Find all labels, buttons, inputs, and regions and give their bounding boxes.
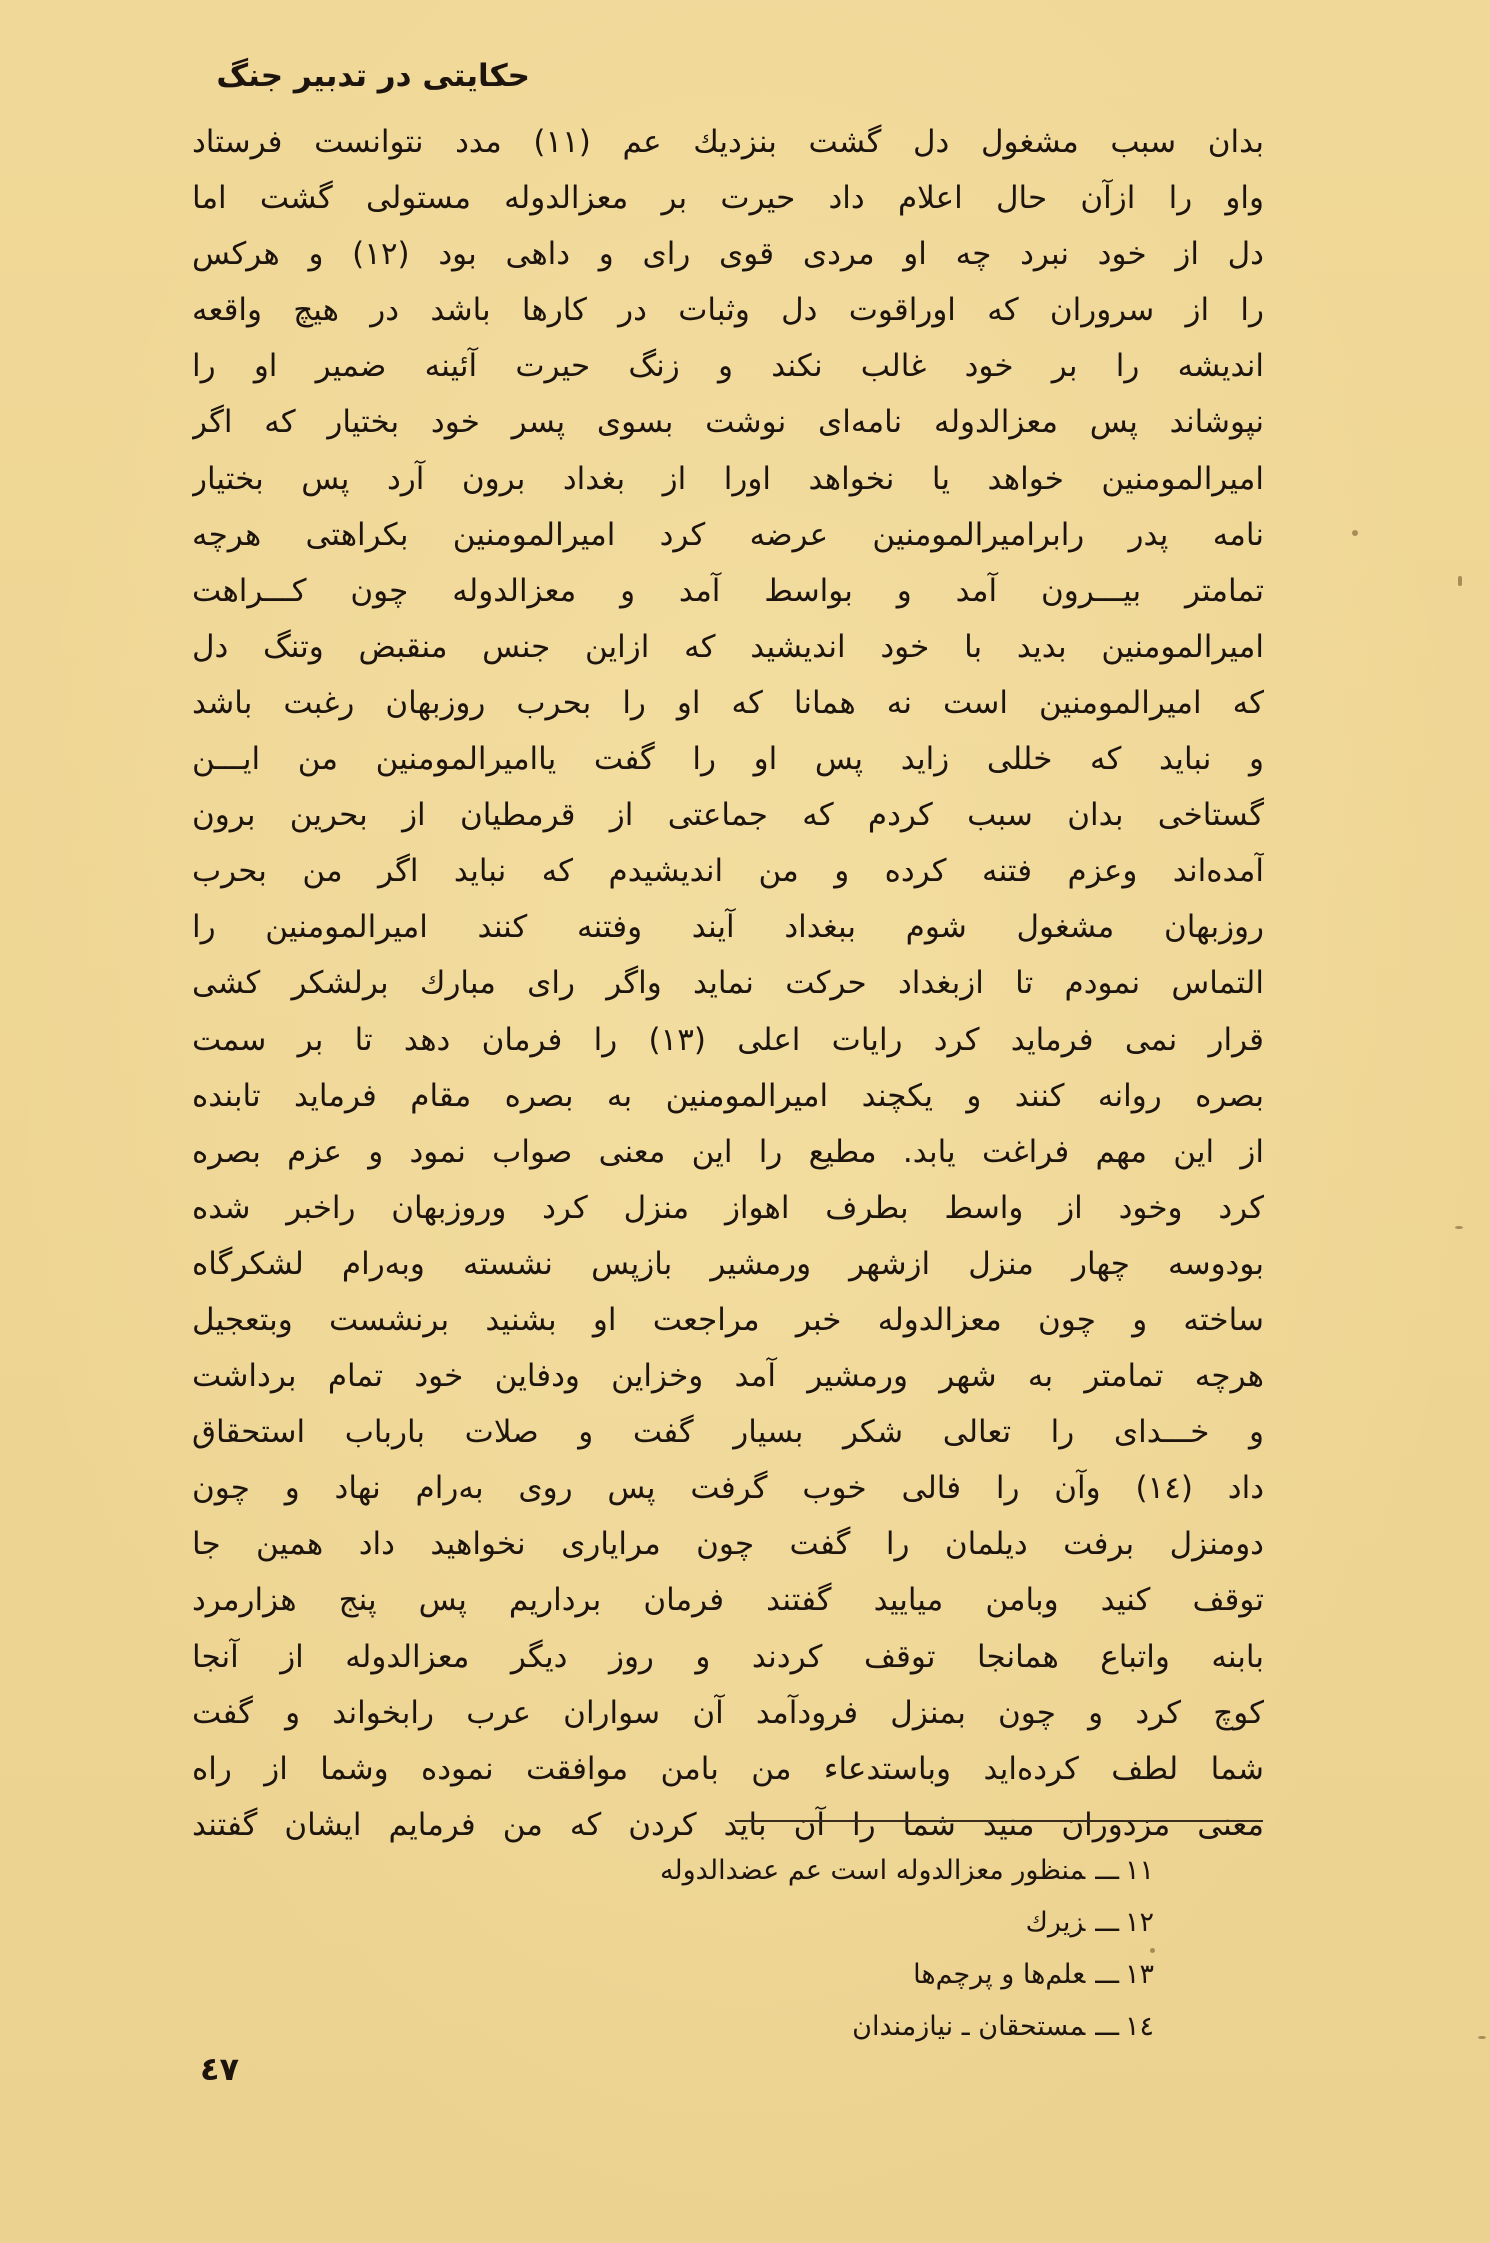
text-line: معنی مزدوران منید شما را آن باید کردن که من فرمایم ایشان گفتند [192,1806,1264,1843]
footnote-dash: ـــ [1095,1907,1119,1938]
footnote-text: علم‌ها و پرچم‌ها [913,1959,1086,1990]
body-text [192,114,1264,1853]
text-line: توقف کنید وبامن میایید گفتند فرمان برداریم پس پنج هزارمرد [192,1582,1264,1619]
footnote-item [660,1949,1154,2001]
text-line: التماس نمودم تا ازبغداد حرکت نماید واگر رای مبارك برلشکر کشی [192,965,1264,1002]
footnote-dash: ـــ [1095,2011,1119,2042]
footnote-divider [735,1820,1263,1822]
text-line: تمامتر بیـــرون آمد و بواسط آمد و معزالدوله چون کـــراهت [192,572,1264,609]
footnote-item [660,1897,1154,1949]
running-header: حکایتی در تدبیر جنگ [216,58,530,94]
text-line: ساخته و چون معزالدوله خبر مراجعت او بشنید برنشست وبتعجیل [192,1301,1264,1338]
footnote-text: مستحقان ـ نیازمندان [852,2011,1086,2042]
text-line: هرچه تمامتر به شهر ورمشیر آمد وخزاین ودفاین خود تمام برداشت [192,1358,1264,1395]
text-line: واو را ازآن حال اعلام داد حیرت بر معزالدوله مستولی گشت اما [192,180,1264,217]
footnote-dash: ـــ [1095,1855,1119,1886]
footnote-list [660,1845,1154,2053]
text-line: بابنه واتباع همانجا توقف کردند و روز دیگر معزالدوله از آنجا [192,1638,1264,1675]
paper-fleck [1352,530,1358,536]
footnote-item [660,1845,1154,1897]
text-line: و نباید که خللی زاید پس او را گفت یاامیرالمومنین من ایـــن [192,741,1264,778]
text-line: اندیشه را بر خود غالب نکند و زنگ حیرت آئینه ضمیر او را [192,348,1264,385]
paper-fleck [1458,576,1462,586]
text-line: روزبهان مشغول شوم ببغداد آیند وفتنه کنند امیرالمومنین را [192,909,1264,946]
text-line: بدان سبب مشغول دل گشت بنزدیك عم (۱۱) مدد نتوانست فرستاد [192,124,1264,160]
text-line: گستاخی بدان سبب کردم که جماعتی از قرمطیان از بحرین برون [192,797,1264,834]
text-line: امیرالمومنین خواهد یا نخواهد اورا از بغداد برون آرد پس بختیار [192,460,1264,497]
text-line: شما لطف کرده‌اید وباستدعاء من بامن موافقت نموده وشما از راه [192,1750,1264,1787]
text-line: داد (۱٤) وآن را فالی خوب گرفت پس روی به‌رام نهاد و چون [192,1470,1264,1507]
text-line: کرد وخود از واسط بطرف اهواز منزل کرد وروزبهان راخبر شده [192,1189,1264,1226]
footnote-dash: ـــ [1095,1959,1119,1990]
text-line: بصره روانه کنند و یکچند امیرالمومنین به بصره مقام فرماید تابنده [192,1077,1264,1114]
text-line: نپوشاند پس معزالدوله نامه‌ای نوشت بسوی پسر خود بختیار که اگر [192,404,1264,441]
text-line: نامه پدر رابرامیرالمومنین عرضه کرد امیرالمومنین بکراهتی هرچه [192,516,1264,553]
text-line: امیرالمومنین بدید با خود اندیشید که ازاین جنس منقبض وتنگ دل [192,628,1264,665]
paper-fleck [1150,1948,1155,1953]
footnote-number: ۱۱ [1124,1855,1154,1886]
paper-fleck [1478,2036,1486,2039]
footnote-text: زیرك [1025,1907,1086,1938]
footnote-number: ۱۲ [1124,1907,1154,1938]
text-line: قرار نمی فرماید کرد رایات اعلی (۱۳) را فرمان دهد تا بر سمت [192,1021,1264,1058]
text-line: که امیرالمومنین است نه همانا که او را بحرب روزبهان رغبت باشد [192,684,1264,721]
text-line: را از سروران که اوراقوت دل وثبات در کارها باشد در هیچ واقعه [192,292,1264,329]
paper-fleck [1455,1226,1463,1229]
footnote-item [660,2001,1154,2053]
text-line: بودوسه چهار منزل ازشهر ورمشیر بازپس نشسته وبه‌رام لشکرگاه [192,1245,1264,1282]
footnote-number: ۱۳ [1124,1959,1154,1990]
text-line: و خـــدای را تعالی شکر بسیار گفت و صلات بارباب استحقاق [192,1414,1264,1451]
text-line: دومنزل برفت دیلمان را گفت چون مرایاری نخواهید داد همین جا [192,1526,1264,1563]
footnote-number: ۱٤ [1124,2011,1154,2042]
text-line: دل از خود نبرد چه او مردی قوی رای و داهی بود (۱۲) و هرکس [192,236,1264,273]
page-number: ٤٧ [200,2050,240,2088]
footnote-text: منظور معزالدوله است عم عضدالدوله [659,1855,1086,1886]
text-line: کوچ کرد و چون بمنزل فرودآمد آن سواران عرب رابخواند و گفت [192,1694,1264,1731]
text-line: آمده‌اند وعزم فتنه کرده و من اندیشیدم که نباید اگر من بحرب [192,853,1264,890]
text-line: از این مهم فراغت یابد. مطیع را این معنی صواب نمود و عزم بصره [192,1133,1264,1170]
